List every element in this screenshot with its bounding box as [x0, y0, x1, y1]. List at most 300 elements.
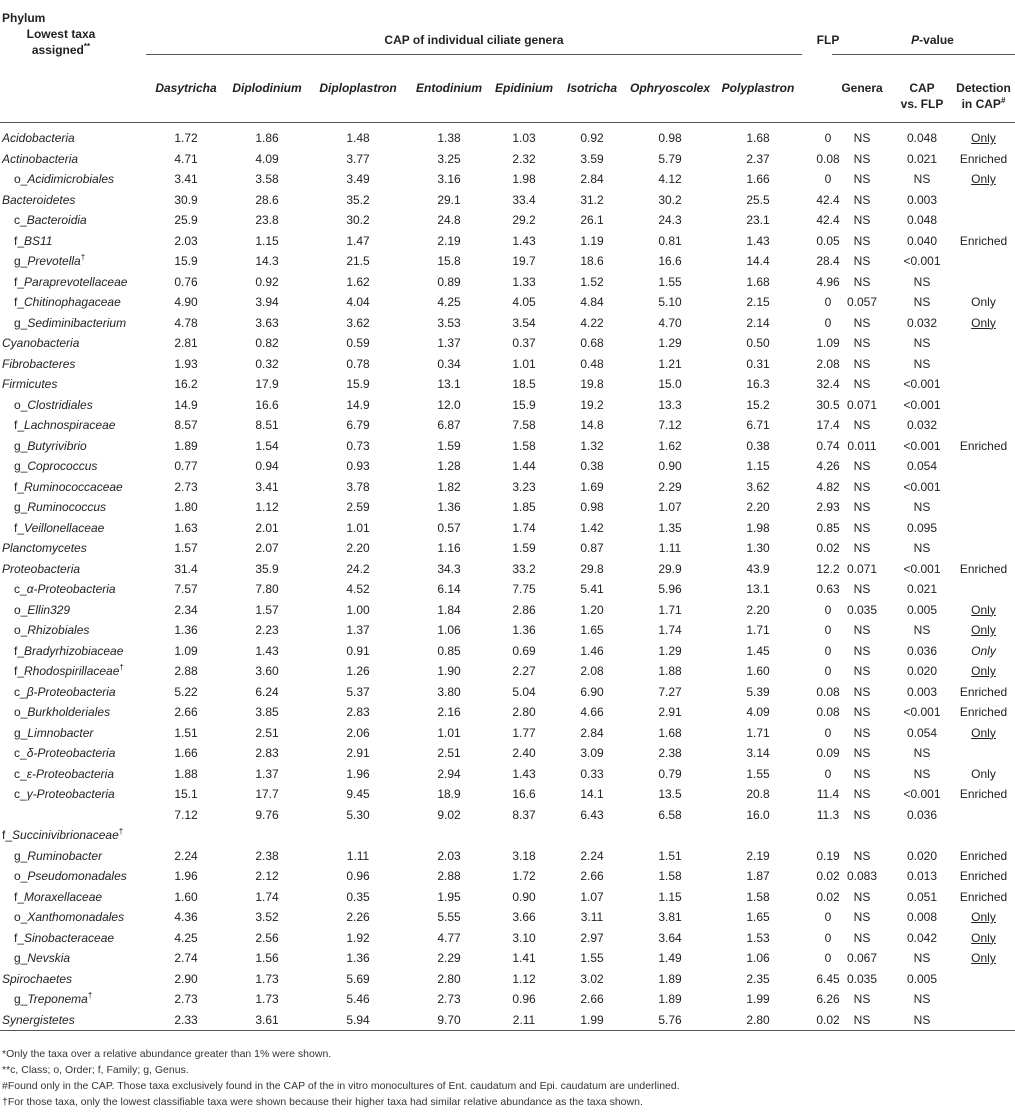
cap-value: 5.41 — [580, 582, 604, 596]
cap-value: 1.53 — [746, 930, 770, 945]
cap-value: 8.51 — [255, 418, 279, 432]
col-genera: Genera — [841, 81, 883, 95]
flp-value: 0 — [824, 766, 832, 781]
detection-value: Enriched — [959, 151, 1008, 166]
cap-value: 1.95 — [437, 889, 461, 904]
table-row — [0, 231, 1015, 252]
cap-value: 3.77 — [346, 151, 370, 166]
detection-value: Enriched — [959, 684, 1008, 699]
cap-value: 2.73 — [174, 992, 198, 1006]
cap-value: 7.12 — [174, 807, 198, 822]
table-row — [0, 169, 1015, 190]
cap-value: 2.51 — [255, 725, 279, 740]
cap-value: 1.43 — [746, 233, 770, 248]
cap-vs-flp-pvalue: <0.001 — [903, 377, 941, 391]
cap-value: 1.84 — [437, 602, 461, 617]
cap-value: 2.27 — [512, 664, 536, 678]
cap-value: 24.8 — [437, 213, 461, 227]
genera-pvalue: NS — [853, 520, 871, 535]
cap-value: 0.98 — [580, 500, 604, 514]
detection-value: Enriched — [959, 705, 1008, 719]
cap-value: 8.57 — [174, 418, 198, 432]
cap-value: 1.19 — [580, 233, 604, 248]
cap-value: 1.49 — [658, 951, 682, 965]
cap-value: 1.85 — [512, 500, 536, 514]
cap-value: 29.1 — [437, 192, 461, 207]
cap-value: 1.73 — [255, 992, 279, 1006]
detection-value: Only — [971, 172, 996, 186]
cap-value: 1.38 — [437, 131, 461, 145]
cap-value: 14.4 — [746, 254, 770, 268]
taxon-name: Cyanobacteria — [2, 336, 80, 350]
cap-value: 2.38 — [658, 746, 682, 760]
cap-value: 4.09 — [746, 705, 770, 719]
cap-value: 6.58 — [658, 807, 682, 822]
cap-value: 2.11 — [512, 1012, 536, 1027]
cap-vs-flp-pvalue: NS — [913, 541, 931, 555]
genera-pvalue: 0.057 — [846, 295, 878, 309]
cap-value: 2.29 — [437, 951, 461, 965]
cap-value: 0.50 — [746, 336, 770, 350]
cap-value: 1.71 — [746, 623, 770, 637]
cap-value: 0.68 — [580, 336, 604, 350]
table-row — [0, 620, 1015, 641]
cap-vs-flp-pvalue: 0.048 — [906, 213, 938, 227]
cap-value: 31.2 — [580, 192, 604, 207]
genera-pvalue — [832, 825, 892, 845]
cap-value: 1.66 — [746, 172, 770, 186]
detection-value: Enriched — [959, 869, 1008, 883]
cap-value — [226, 825, 308, 845]
cap-value: 1.72 — [512, 869, 536, 883]
col-epidinium: Epidinium — [495, 81, 553, 95]
cap-value: 1.36 — [346, 951, 370, 965]
cap-value: 2.91 — [658, 705, 682, 719]
cap-value: 2.81 — [174, 336, 198, 350]
cap-value: 1.55 — [580, 951, 604, 965]
cap-value: 2.84 — [580, 172, 604, 186]
flp-value: 0 — [824, 930, 832, 945]
header-bottom-rule — [0, 122, 1015, 123]
table-row — [0, 805, 1015, 826]
cap-value: 1.56 — [255, 951, 279, 965]
flp-value: 11.3 — [816, 807, 840, 822]
cap-value: 1.46 — [580, 643, 604, 658]
cap-value: 4.66 — [580, 705, 604, 719]
cap-value: 16.6 — [255, 397, 279, 412]
cap-value: 3.14 — [746, 746, 770, 760]
cap-vs-flp-pvalue: <0.001 — [903, 561, 941, 576]
taxon-name: g_Butyrivibrio — [14, 438, 87, 453]
flp-value: 6.26 — [816, 992, 840, 1006]
cap-vs-flp-pvalue: 0.036 — [906, 807, 938, 822]
cap-value: 2.38 — [255, 848, 279, 863]
cap-value: 4.70 — [658, 315, 682, 330]
taxon-name: f_Chitinophagaceae — [14, 295, 121, 309]
cap-value: 3.11 — [580, 910, 604, 924]
cap-value: 1.98 — [512, 172, 536, 186]
detection-value: Enriched — [959, 233, 1008, 248]
cap-value: 1.62 — [658, 438, 682, 453]
header-rule-pvalue — [832, 54, 1015, 55]
cap-value: 2.86 — [512, 602, 536, 617]
cap-value: 1.65 — [746, 910, 770, 924]
cap-value: 1.55 — [746, 766, 770, 781]
cap-value: 1.30 — [746, 541, 770, 555]
cap-value: 2.16 — [437, 705, 461, 719]
cap-value: 3.66 — [512, 910, 536, 924]
cap-value: 1.01 — [437, 725, 461, 740]
cap-value: 1.26 — [346, 664, 370, 678]
table-row — [0, 846, 1015, 867]
col-dasytricha: Dasytricha — [155, 81, 217, 95]
header-p-value: P-value — [911, 33, 954, 47]
cap-value — [626, 825, 714, 845]
taxon-name: o_Acidimicrobiales — [14, 172, 115, 186]
taxon-name: c_Bacteroidia — [14, 213, 87, 227]
genera-pvalue: NS — [853, 336, 871, 350]
cap-value: 1.89 — [658, 971, 682, 986]
detection-value: Enriched — [959, 561, 1008, 576]
cap-value: 20.8 — [746, 787, 770, 801]
flp-value: 0.19 — [816, 848, 840, 863]
cap-value: 1.68 — [746, 131, 770, 145]
taxon-name: g_Sediminibacterium — [14, 315, 127, 330]
cap-value: 2.33 — [174, 1012, 198, 1027]
cap-vs-flp-pvalue: 0.040 — [906, 233, 938, 248]
cap-value: 33.2 — [512, 561, 536, 576]
detection-value — [952, 333, 1015, 353]
cap-value: 4.71 — [174, 151, 198, 166]
cap-value: 1.33 — [512, 274, 536, 289]
detection-value: Only — [971, 131, 996, 145]
flp-value: 0 — [824, 951, 832, 965]
cap-value: 16.6 — [658, 254, 682, 268]
cap-value: 1.60 — [174, 889, 198, 904]
taxon-name: Bacteroidetes — [2, 192, 76, 207]
cap-value: 3.10 — [512, 930, 536, 945]
taxon-name: Planctomycetes — [2, 541, 87, 555]
taxon-name: f_Veillonellaceae — [14, 520, 105, 535]
cap-value: 2.74 — [174, 951, 198, 965]
table-row — [0, 538, 1015, 559]
cap-value: 30.2 — [658, 192, 682, 207]
cap-value: 1.09 — [174, 643, 198, 658]
cap-value: 1.59 — [437, 438, 461, 453]
cap-value: 2.29 — [658, 479, 682, 494]
genera-pvalue: NS — [853, 1012, 871, 1027]
cap-value: 1.42 — [580, 520, 604, 535]
flp-value: 0 — [824, 910, 832, 924]
cap-value: 5.46 — [346, 992, 370, 1006]
cap-vs-flp-pvalue: 0.021 — [906, 582, 938, 596]
cap-value: 3.18 — [512, 848, 536, 863]
cap-value: 7.57 — [174, 582, 198, 596]
cap-value: 1.82 — [437, 479, 461, 494]
table-row — [0, 415, 1015, 436]
flp-value: 0 — [824, 623, 832, 637]
cap-value: 5.79 — [658, 151, 682, 166]
cap-value: 2.20 — [746, 500, 770, 514]
col-diploplastron: Diploplastron — [319, 81, 397, 95]
detection-value — [952, 272, 1015, 292]
table-row — [0, 579, 1015, 600]
cap-value: 2.80 — [746, 1012, 770, 1027]
table-row — [0, 456, 1015, 477]
cap-value: 0.90 — [512, 889, 536, 904]
genera-pvalue: 0.011 — [847, 438, 877, 453]
taxon-name: f_Rhodospirillaceae† — [14, 663, 124, 678]
cap-value: 1.57 — [174, 541, 198, 555]
cap-value: 2.80 — [437, 971, 461, 986]
cap-value: 2.23 — [255, 623, 279, 637]
footnote: **c, Class; o, Order; f, Family; g, Genus. — [2, 1064, 189, 1076]
cap-value: 35.9 — [255, 561, 279, 576]
genera-pvalue: NS — [853, 418, 871, 432]
table-header — [0, 0, 1015, 124]
cap-value: 2.84 — [580, 725, 604, 740]
cap-value: 3.80 — [437, 684, 461, 699]
flp-value: 0.02 — [816, 869, 840, 883]
cap-value: 2.24 — [580, 848, 604, 863]
cap-value: 2.66 — [580, 869, 604, 883]
detection-value — [952, 825, 1015, 845]
genera-pvalue: NS — [853, 213, 871, 227]
cap-value: 0.85 — [437, 643, 461, 658]
genera-pvalue: NS — [853, 172, 871, 186]
cap-value: 4.25 — [174, 930, 198, 945]
cap-value: 1.41 — [512, 951, 536, 965]
cap-value: 1.62 — [346, 274, 370, 289]
cap-value: 0.96 — [512, 992, 536, 1006]
cap-value: 4.25 — [437, 295, 461, 309]
cap-value: 4.04 — [346, 295, 370, 309]
cap-value: 3.78 — [346, 479, 370, 494]
flp-value: 42.4 — [816, 213, 840, 227]
footnote: #Found only in the CAP. Those taxa exclusively found in the CAP of the in vitro monocultures of Ent. caudatum and Epi. caudatum are underlined. — [2, 1080, 680, 1092]
detection-value — [952, 497, 1015, 517]
cap-value: 14.1 — [580, 787, 604, 801]
cap-value — [146, 825, 226, 845]
cap-value: 1.58 — [512, 438, 536, 453]
cap-value: 2.88 — [437, 869, 461, 883]
table-row — [0, 374, 1015, 395]
cap-value: 2.24 — [174, 848, 198, 863]
table-row — [0, 518, 1015, 539]
taxon-name: g_Coprococcus — [14, 459, 98, 473]
cap-vs-flp-pvalue: NS — [913, 746, 931, 760]
col-diplodinium: Diplodinium — [232, 81, 302, 95]
cap-vs-flp-pvalue: <0.001 — [903, 705, 941, 719]
table-row — [0, 559, 1015, 580]
table-bottom-rule — [0, 1030, 1015, 1031]
cap-value: 2.15 — [746, 295, 770, 309]
detection-value — [952, 251, 1015, 271]
genera-pvalue: 0.071 — [846, 397, 878, 412]
cap-value: 1.16 — [437, 541, 461, 555]
detection-value: Enriched — [959, 438, 1008, 453]
cap-value: 3.59 — [580, 151, 604, 166]
cap-value: 16.2 — [174, 377, 198, 391]
taxon-name: o_Xanthomonadales — [14, 910, 125, 924]
cap-value: 5.76 — [658, 1012, 682, 1027]
taxon-name: o_Ellin329 — [14, 602, 71, 617]
cap-value: 5.10 — [658, 295, 682, 309]
cap-value: 3.60 — [255, 664, 279, 678]
cap-value: 9.45 — [346, 787, 370, 801]
cap-value: 19.8 — [580, 377, 604, 391]
cap-value: 16.0 — [746, 807, 770, 822]
cap-value: 0.38 — [580, 459, 604, 473]
flp-value: 0.74 — [816, 438, 840, 453]
cap-value: 18.6 — [580, 254, 604, 268]
cap-value: 5.37 — [346, 684, 370, 699]
flp-value: 0.08 — [816, 684, 840, 699]
cap-value: 4.77 — [437, 930, 461, 945]
cap-value: 24.2 — [346, 561, 370, 576]
cap-value: 0.92 — [255, 274, 279, 289]
cap-value: 1.03 — [512, 131, 536, 145]
taxon-name: g_Prevotella† — [14, 253, 86, 268]
cap-value: 3.53 — [437, 315, 461, 330]
cap-value: 2.07 — [255, 541, 279, 555]
cap-value: 8.37 — [512, 807, 536, 822]
cap-vs-flp-pvalue — [892, 825, 952, 845]
cap-value: 15.8 — [437, 254, 461, 268]
cap-value: 18.9 — [437, 787, 461, 801]
cap-value: 2.66 — [580, 992, 604, 1006]
table-row — [0, 190, 1015, 211]
cap-value: 7.75 — [512, 582, 536, 596]
cap-value: 1.68 — [658, 725, 682, 740]
flp-value: 0 — [824, 315, 832, 330]
cap-value: 1.54 — [255, 438, 279, 453]
taxon-name: o_Rhizobiales — [14, 623, 90, 637]
table-row — [0, 313, 1015, 334]
cap-value: 3.58 — [255, 172, 279, 186]
cap-value: 1.11 — [658, 541, 682, 555]
cap-value — [408, 825, 490, 845]
flp-value: 0.08 — [816, 705, 840, 719]
flp-value: 17.4 — [816, 418, 840, 432]
genera-pvalue: NS — [853, 910, 871, 924]
cap-value: 1.37 — [255, 766, 279, 781]
cap-value: 0.89 — [437, 274, 461, 289]
cap-value: 2.73 — [437, 992, 461, 1006]
cap-vs-flp-pvalue: 0.008 — [906, 910, 938, 924]
taxon-name: o_Burkholderiales — [14, 705, 111, 719]
detection-value — [952, 354, 1015, 374]
table-row — [0, 333, 1015, 354]
detection-value — [952, 210, 1015, 230]
cap-value: 1.92 — [346, 930, 370, 945]
genera-pvalue: NS — [853, 787, 871, 801]
genera-pvalue: NS — [853, 377, 871, 391]
taxon-name: f_Succinivibrionaceae† — [2, 827, 124, 842]
col-polyplastron: Polyplastron — [721, 81, 795, 95]
cap-value: 1.36 — [174, 623, 198, 637]
genera-pvalue: NS — [853, 623, 871, 637]
cap-value: 15.0 — [658, 377, 682, 391]
table-row — [0, 497, 1015, 518]
flp-value: 0 — [824, 725, 832, 740]
flp-value: 0 — [824, 664, 832, 678]
genera-pvalue: NS — [853, 848, 871, 863]
flp-value: 0 — [824, 172, 832, 186]
cap-value: 1.99 — [580, 1012, 604, 1027]
table-row — [0, 682, 1015, 703]
genera-pvalue: NS — [853, 131, 871, 145]
detection-value — [952, 190, 1015, 210]
cap-value: 3.52 — [255, 910, 279, 924]
header-flp: FLP — [816, 33, 840, 47]
cap-value: 3.61 — [255, 1012, 279, 1027]
cap-value — [308, 825, 408, 845]
cap-value: 1.29 — [658, 336, 682, 350]
cap-value: 24.3 — [658, 213, 682, 227]
detection-value — [952, 395, 1015, 415]
detection-value: Only — [971, 623, 996, 637]
detection-value: Only — [971, 766, 996, 781]
cap-value: 1.60 — [746, 664, 770, 678]
cap-value: 5.39 — [746, 684, 770, 699]
cap-value: 1.00 — [346, 602, 370, 617]
cap-value: 0.82 — [255, 336, 279, 350]
cap-vs-flp-pvalue: 0.036 — [906, 643, 938, 658]
cap-value: 1.01 — [346, 520, 370, 535]
detection-value — [952, 415, 1015, 435]
cap-value: 30.2 — [346, 213, 370, 227]
cap-vs-flp-pvalue: <0.001 — [903, 787, 941, 801]
flp-value: 11.4 — [816, 787, 840, 801]
col-isotricha: Isotricha — [566, 81, 617, 95]
cap-value: 2.14 — [746, 315, 770, 330]
cap-vs-flp-pvalue: 0.021 — [906, 151, 938, 166]
cap-value: 0.93 — [346, 459, 370, 473]
cap-value — [558, 825, 626, 845]
cap-value: 7.58 — [512, 418, 536, 432]
table-row — [0, 210, 1015, 231]
table-row — [0, 251, 1015, 272]
cap-value: 6.14 — [437, 582, 461, 596]
cap-value: 1.06 — [746, 951, 770, 965]
cap-value: 0.73 — [346, 438, 370, 453]
cap-value: 0.57 — [437, 520, 461, 535]
cap-value: 2.35 — [746, 971, 770, 986]
cap-value: 18.5 — [512, 377, 536, 391]
flp-value: 32.4 — [816, 377, 840, 391]
cap-vs-flp-pvalue: 0.032 — [906, 418, 938, 432]
cap-value: 3.85 — [255, 705, 279, 719]
cap-value: 6.43 — [580, 807, 604, 822]
detection-value: Only — [971, 643, 996, 658]
cap-value: 2.03 — [174, 233, 198, 248]
cap-value: 1.57 — [255, 602, 279, 617]
cap-value: 26.1 — [580, 213, 604, 227]
cap-value: 1.48 — [346, 131, 370, 145]
cap-value: 2.59 — [346, 500, 370, 514]
table-row — [0, 1010, 1015, 1031]
cap-value: 30.9 — [174, 192, 198, 207]
cap-value: 1.74 — [658, 623, 682, 637]
cap-vs-flp-pvalue: 0.013 — [906, 869, 938, 883]
genera-pvalue: 0.035 — [846, 971, 878, 986]
cap-value: 1.77 — [512, 725, 536, 740]
cap-value: 14.9 — [346, 397, 370, 412]
cap-value: 28.6 — [255, 192, 279, 207]
cap-value: 3.64 — [658, 930, 682, 945]
genera-pvalue: NS — [853, 930, 871, 945]
